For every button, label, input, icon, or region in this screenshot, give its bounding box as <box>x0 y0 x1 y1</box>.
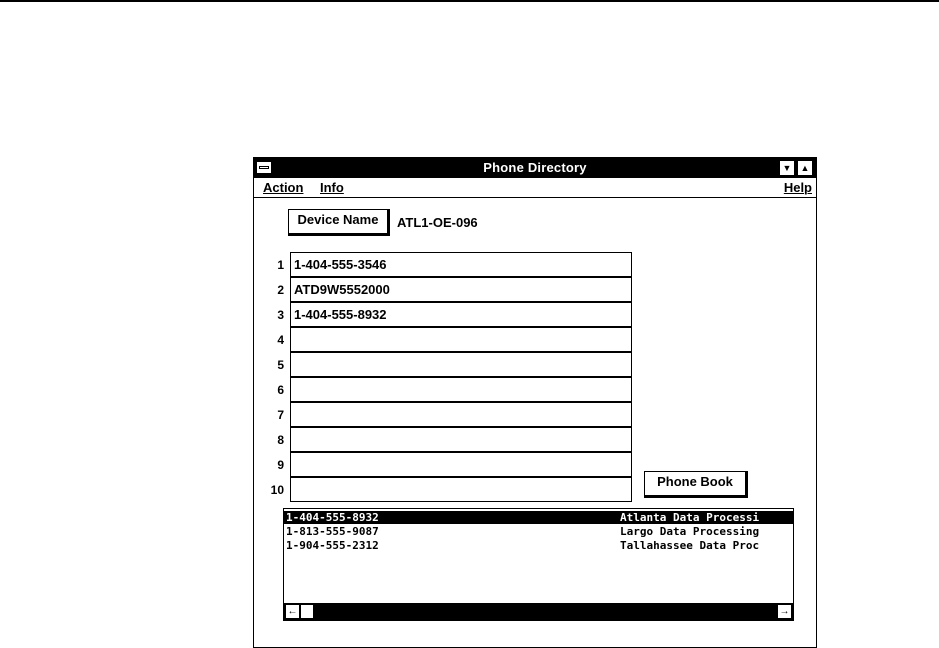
phone-field-row <box>260 377 640 401</box>
phone-directory-window <box>253 157 817 648</box>
list-item-name: Largo Data Processing <box>620 525 760 538</box>
phone-number-field[interactable] <box>290 452 632 477</box>
phone-number-field[interactable] <box>290 402 632 427</box>
phone-field-number: 6 <box>277 383 284 397</box>
phone-number-field[interactable] <box>290 352 632 377</box>
phone-field-row <box>260 302 640 326</box>
phone-field-number: 4 <box>277 333 284 347</box>
list-item-name: Atlanta Data Processi <box>620 511 760 524</box>
phone-number-field[interactable] <box>290 327 632 352</box>
list-item[interactable] <box>284 539 793 552</box>
list-item-number: 1-813-555-9087 <box>286 525 379 538</box>
phone-field-number: 5 <box>277 358 284 372</box>
phone-number-field[interactable] <box>290 427 632 452</box>
phone-field-number: 2 <box>277 283 284 297</box>
menu-action[interactable]: Action <box>263 180 304 195</box>
phone-number-field[interactable]: 1-404-555-8932 <box>290 302 632 327</box>
phone-book-button[interactable]: Phone Book <box>644 471 748 498</box>
phone-number-field[interactable] <box>290 377 632 402</box>
phone-field-number: 9 <box>277 458 284 472</box>
phone-field-row <box>260 427 640 451</box>
phone-number-field[interactable] <box>290 477 632 502</box>
phone-field-number: 7 <box>277 408 284 422</box>
menu-help[interactable]: Help <box>783 180 812 195</box>
list-item[interactable] <box>284 525 793 538</box>
phone-field-number: 8 <box>277 433 284 447</box>
phone-field-row <box>260 352 640 376</box>
window-title: Phone Directory <box>483 160 587 175</box>
phone-field-row <box>260 277 640 301</box>
phone-field-number: 3 <box>277 308 284 322</box>
device-name-value: ATL1-OE-096 <box>397 215 478 230</box>
phone-field-row <box>260 402 640 426</box>
list-item[interactable] <box>284 511 793 524</box>
minimize-button[interactable]: ▼ <box>779 160 795 176</box>
phone-field-row <box>260 452 640 476</box>
list-item-number: 1-904-555-2312 <box>286 539 379 552</box>
phone-number-field[interactable]: ATD9W5552000 <box>290 277 632 302</box>
scroll-thumb[interactable] <box>300 604 314 619</box>
menu-bar <box>254 178 816 198</box>
phone-field-number: 1 <box>277 258 284 272</box>
device-name-button[interactable]: Device Name <box>288 209 390 236</box>
menu-info[interactable]: Info <box>320 180 344 195</box>
list-item-name: Tallahassee Data Proc <box>620 539 760 552</box>
phone-book-list[interactable] <box>283 508 794 621</box>
phone-number-field[interactable]: 1-404-555-3546 <box>290 252 632 277</box>
phone-field-row <box>260 477 640 501</box>
maximize-button[interactable]: ▲ <box>797 160 813 176</box>
horizontal-scrollbar[interactable] <box>284 603 793 620</box>
title-bar[interactable] <box>254 158 816 178</box>
list-item-number: 1-404-555-8932 <box>286 511 379 524</box>
scroll-right-icon[interactable]: → <box>777 604 792 619</box>
page-top-rule <box>0 0 939 2</box>
phone-field-row <box>260 327 640 351</box>
phone-field-row <box>260 252 640 276</box>
scroll-left-icon[interactable]: ← <box>285 604 300 619</box>
phone-field-number: 10 <box>270 483 284 497</box>
